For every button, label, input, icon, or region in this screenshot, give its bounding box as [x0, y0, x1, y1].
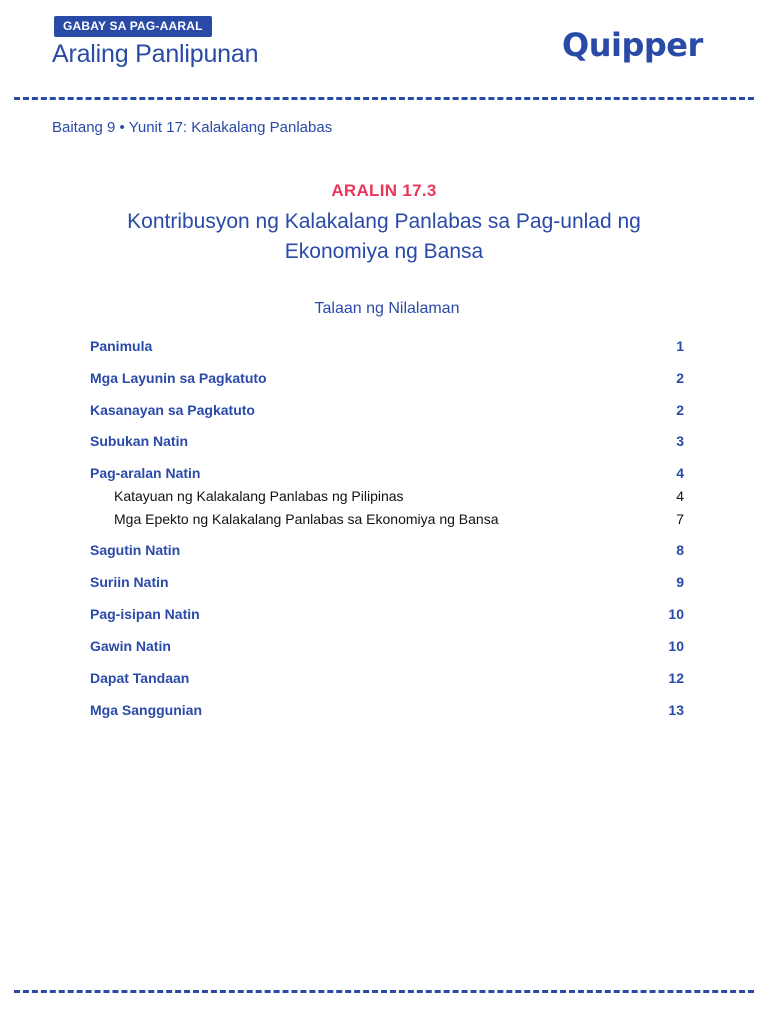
lesson-number: ARALIN 17.3 — [331, 181, 437, 200]
toc-entry-page: 1 — [676, 338, 684, 354]
toc-entry[interactable] — [90, 638, 684, 654]
toc-entry-label: Panimula — [90, 338, 153, 354]
toc-subentry-label: Katayuan ng Kalakalang Panlabas ng Pilipinas — [114, 488, 404, 504]
toc-entry[interactable] — [90, 338, 684, 354]
toc-subentry-page: 7 — [676, 511, 684, 527]
subject-title: Araling Panlipunan — [52, 40, 259, 68]
toc-entry-label: Dapat Tandaan — [90, 670, 190, 686]
toc-entry-label: Pag-aralan Natin — [90, 465, 201, 481]
toc-entry-page: 8 — [676, 542, 684, 558]
toc-entry[interactable] — [90, 465, 684, 481]
toc-entry-page: 10 — [668, 606, 684, 622]
toc-subentry-label: Mga Epekto ng Kalakalang Panlabas sa Ekonomiya ng Bansa — [114, 511, 499, 527]
toc-entry-page: 10 — [668, 638, 684, 654]
toc-entry[interactable] — [90, 670, 684, 686]
toc-entry[interactable] — [90, 402, 684, 418]
breadcrumb: Baitang 9 • Yunit 17: Kalakalang Panlabas — [52, 119, 333, 136]
toc-entry-page: 3 — [676, 433, 684, 449]
toc-entry[interactable] — [90, 606, 684, 622]
toc-entry-label: Kasanayan sa Pagkatuto — [90, 402, 255, 418]
toc-entry[interactable] — [90, 370, 684, 386]
toc-entry-label: Mga Sanggunian — [90, 702, 202, 718]
toc-entry-label: Gawin Natin — [90, 638, 171, 654]
toc-entry[interactable] — [90, 542, 684, 558]
top-dashed-divider — [14, 97, 754, 100]
toc-entry-label: Mga Layunin sa Pagkatuto — [90, 370, 267, 386]
guide-badge: GABAY SA PAG-AARAL — [54, 16, 212, 37]
toc-entry[interactable] — [90, 702, 684, 718]
toc-entry-label: Subukan Natin — [90, 433, 189, 449]
toc-subentry[interactable] — [114, 511, 684, 527]
bottom-dashed-divider — [14, 990, 754, 993]
toc-subentry-page: 4 — [676, 488, 684, 504]
quipper-logo: Quipper — [562, 26, 703, 64]
lesson-title — [84, 207, 684, 267]
toc-entry-label: Pag-isipan Natin — [90, 606, 200, 622]
toc-entry[interactable] — [90, 574, 684, 590]
lesson-title-line-1: Kontribusyon ng Kalakalang Panlabas sa Pag-unlad ng — [127, 210, 641, 233]
toc-entry-page: 2 — [676, 370, 684, 386]
toc-entry-page: 13 — [668, 702, 684, 718]
toc-entry-label: Suriin Natin — [90, 574, 169, 590]
toc-heading: Talaan ng Nilalaman — [314, 300, 460, 317]
toc-entry-page: 2 — [676, 402, 684, 418]
toc-entry-label: Sagutin Natin — [90, 542, 181, 558]
toc-entry-page: 9 — [676, 574, 684, 590]
toc-entry-page: 4 — [676, 465, 684, 481]
toc-entry-page: 12 — [668, 670, 684, 686]
toc-entry[interactable] — [90, 433, 684, 449]
lesson-title-line-2: Ekonomiya ng Bansa — [284, 240, 484, 263]
toc-subentry[interactable] — [114, 488, 684, 504]
